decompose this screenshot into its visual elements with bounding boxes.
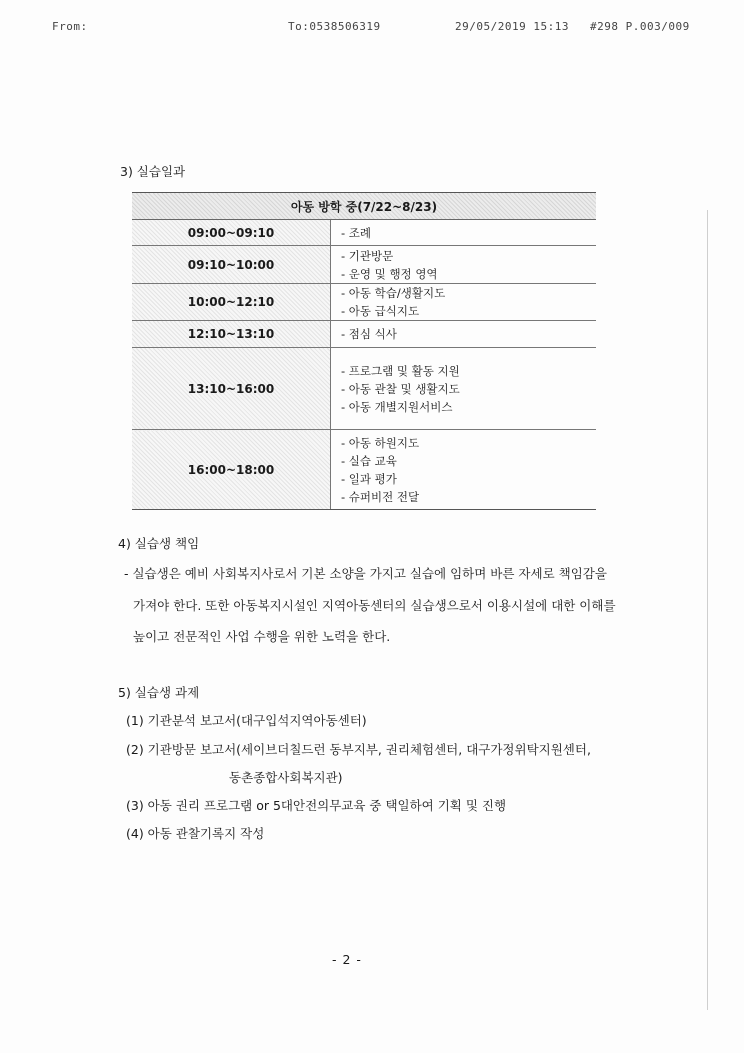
activity-item: - 일과 평가 bbox=[341, 471, 397, 486]
section5-heading: 5) 실습생 과제 bbox=[118, 685, 200, 700]
assignment-item-continuation: 동촌종합사회복지관) bbox=[229, 770, 343, 785]
responsibility-line: 가져야 한다. 또한 아동복지시설인 지역아동센터의 실습생으로서 이용시설에 대한 이해를 bbox=[133, 598, 616, 613]
activity-item: - 아동 하원지도 bbox=[341, 435, 420, 450]
fax-from: From: bbox=[52, 20, 88, 33]
table-row bbox=[132, 321, 596, 348]
activity-cell bbox=[331, 348, 597, 430]
time-cell: 13:10~16:00 bbox=[132, 348, 331, 430]
time-cell: 09:10~10:00 bbox=[132, 246, 331, 284]
responsibility-line: 높이고 전문적인 사업 수행을 위한 노력을 한다. bbox=[133, 629, 391, 644]
activity-item: - 프로그램 및 활동 지원 bbox=[341, 363, 460, 378]
schedule-title: 아동 방학 중(7/22~8/23) bbox=[132, 193, 596, 220]
activity-cell bbox=[331, 430, 597, 510]
section4-heading: 4) 실습생 책임 bbox=[118, 536, 200, 551]
assignment-item: (2) 기관방문 보고서(세이브더칠드런 동부지부, 권리체험센터, 대구가정위탁지원센터, bbox=[126, 742, 591, 757]
assignment-item: (4) 아동 관찰기록지 작성 bbox=[126, 826, 265, 841]
activity-item: - 조례 bbox=[341, 225, 372, 240]
table-row bbox=[132, 284, 596, 321]
activity-item: - 운영 및 행정 영역 bbox=[341, 266, 438, 281]
table-row bbox=[132, 348, 596, 430]
scan-edge-line bbox=[707, 210, 708, 1010]
activity-cell bbox=[331, 321, 597, 348]
activity-cell bbox=[331, 246, 597, 284]
activity-cell bbox=[331, 284, 597, 321]
activity-item: - 아동 개별지원서비스 bbox=[341, 399, 453, 414]
fax-page-indicator: #298 P.003/009 bbox=[590, 20, 690, 33]
table-row bbox=[132, 430, 596, 510]
activity-item: - 점심 식사 bbox=[341, 327, 397, 341]
activity-item: - 실습 교육 bbox=[341, 453, 397, 468]
assignment-item: (3) 아동 권리 프로그램 or 5대안전의무교육 중 택일하여 기획 및 진행 bbox=[126, 798, 507, 813]
activity-item: - 슈퍼비전 전달 bbox=[341, 489, 420, 504]
activity-cell bbox=[331, 220, 597, 246]
table-row bbox=[132, 220, 596, 246]
time-cell: 12:10~13:10 bbox=[132, 321, 331, 348]
assignment-item: (1) 기관분석 보고서(대구입석지역아동센터) bbox=[126, 713, 367, 728]
responsibility-line: - 실습생은 예비 사회복지사로서 기본 소양을 가지고 실습에 임하며 바른 자세로 책임감을 bbox=[124, 566, 607, 581]
time-cell: 09:00~09:10 bbox=[132, 220, 331, 246]
fax-datetime: 29/05/2019 15:13 bbox=[455, 20, 569, 33]
activity-item: - 아동 급식지도 bbox=[341, 304, 420, 318]
section3-heading: 3) 실습일과 bbox=[120, 164, 186, 179]
time-cell: 10:00~12:10 bbox=[132, 284, 331, 321]
table-row bbox=[132, 246, 596, 284]
activity-item: - 아동 관찰 및 생활지도 bbox=[341, 381, 460, 396]
time-cell: 16:00~18:00 bbox=[132, 430, 331, 510]
activity-item: - 기관방문 bbox=[341, 248, 394, 263]
schedule-table bbox=[132, 192, 596, 510]
page-number: - 2 - bbox=[332, 952, 362, 967]
fax-to-number: To:0538506319 bbox=[288, 20, 381, 33]
activity-item: - 아동 학습/생활지도 bbox=[341, 286, 446, 300]
fax-header bbox=[0, 20, 744, 36]
